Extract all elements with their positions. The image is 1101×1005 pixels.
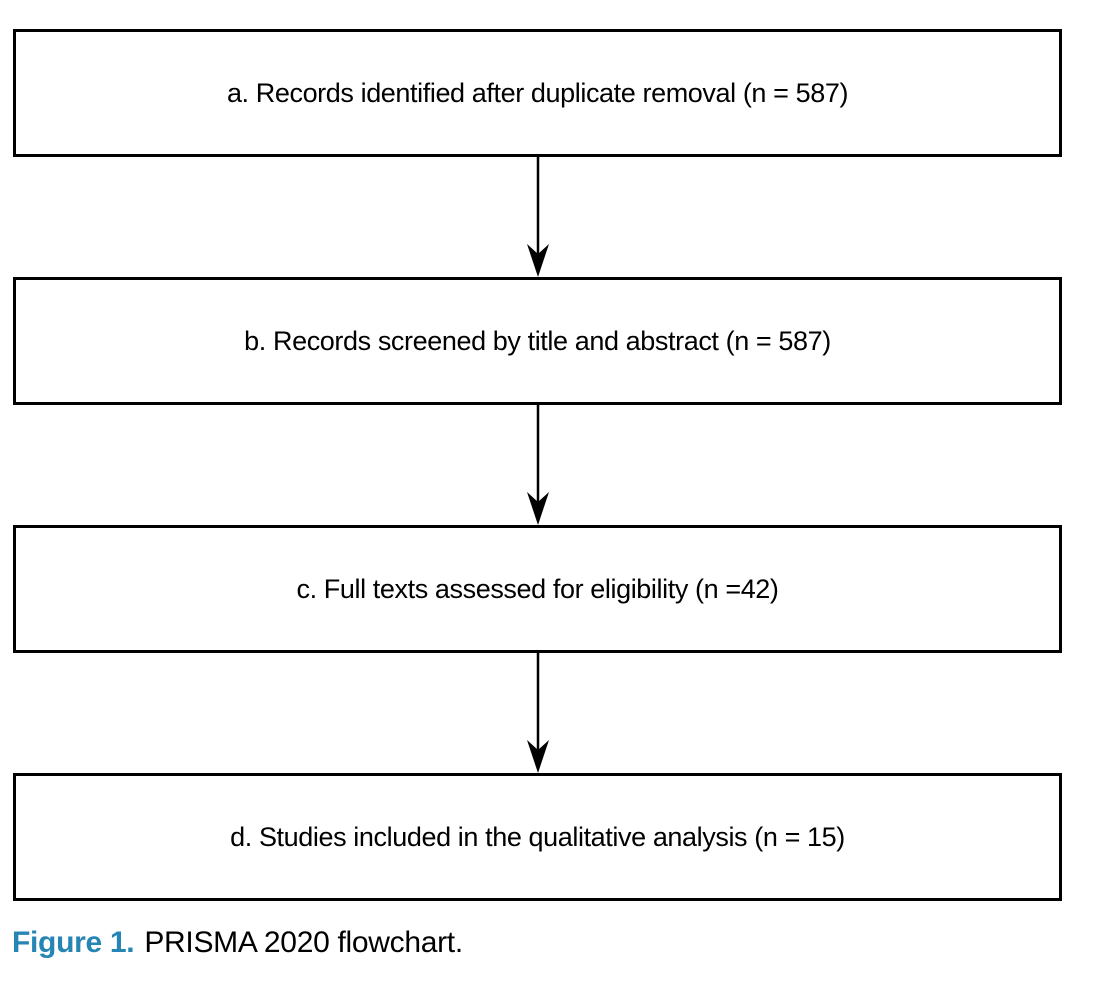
flow-box-label: c. Full texts assessed for eligibility (n =42) — [296, 573, 779, 604]
figure-caption-text: PRISMA 2020 flowchart. — [144, 926, 463, 959]
flow-box-label: b. Records screened by title and abstract (n = 587) — [244, 325, 831, 356]
flow-connector-2 — [13, 405, 1062, 525]
flow-connector-3 — [13, 653, 1062, 773]
down-arrow-icon — [523, 405, 553, 525]
down-arrow-icon — [523, 157, 553, 277]
down-arrow-icon — [523, 653, 553, 773]
flow-box-studies-included — [13, 773, 1062, 901]
flow-box-records-screened — [13, 277, 1062, 405]
flow-box-label: a. Records identified after duplicate removal (n = 587) — [226, 77, 849, 108]
figure-caption — [12, 926, 463, 960]
flow-box-label: d. Studies included in the qualitative analysis (n = 15) — [230, 821, 845, 852]
flow-connector-1 — [13, 157, 1062, 277]
flow-box-records-identified — [13, 29, 1062, 157]
flow-box-fulltexts-assessed — [13, 525, 1062, 653]
figure-caption-label: Figure 1. — [12, 926, 135, 959]
prisma-flowchart — [13, 29, 1062, 901]
